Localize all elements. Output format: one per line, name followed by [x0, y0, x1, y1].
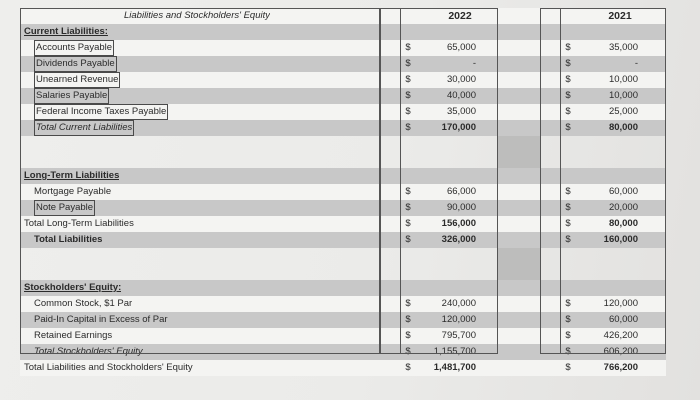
dollar-sign: $: [405, 218, 411, 229]
dollar-sign: $: [565, 346, 571, 357]
value-2022: 66,000: [446, 186, 476, 197]
value-2022: 40,000: [446, 90, 476, 101]
dollar-sign: $: [405, 346, 411, 357]
row-label: Federal Income Taxes Payable: [34, 104, 168, 120]
value-2021: 35,000: [608, 42, 638, 53]
dollar-sign: $: [405, 362, 411, 373]
dollar-sign: $: [565, 42, 571, 53]
dollar-sign: $: [405, 90, 411, 101]
row-label: Retained Earnings: [34, 330, 113, 341]
current-liabilities-heading: Current Liabilities:: [24, 26, 108, 37]
section-heading-row: [20, 24, 666, 40]
dollar-sign: $: [565, 202, 571, 213]
dollar-sign: $: [405, 314, 411, 325]
table-row: [20, 312, 666, 328]
dollar-sign: $: [565, 298, 571, 309]
dollar-sign: $: [565, 106, 571, 117]
value-2021: 20,000: [608, 202, 638, 213]
value-2021: 10,000: [608, 74, 638, 85]
row-label: Common Stock, $1 Par: [34, 298, 133, 309]
dollar-sign: $: [405, 298, 411, 309]
value-2022: 65,000: [446, 42, 476, 53]
value-2022: -: [472, 58, 476, 69]
value-2022: 795,700: [441, 330, 476, 341]
table-row: [20, 328, 666, 344]
value-2021: 426,200: [603, 330, 638, 341]
value-2022: 90,000: [446, 202, 476, 213]
spacer-row: [20, 248, 666, 264]
dollar-sign: $: [565, 186, 571, 197]
row-label: Paid-In Capital in Excess of Par: [34, 314, 168, 325]
table-row: [20, 296, 666, 312]
value-2021: 80,000: [608, 122, 638, 133]
dollar-sign: $: [565, 58, 571, 69]
row-label: Total Liabilities: [34, 234, 103, 245]
value-2022: 120,000: [441, 314, 476, 325]
row-label: Mortgage Payable: [34, 186, 112, 197]
row-label: Total Stockholders' Equity: [34, 346, 143, 357]
dollar-sign: $: [565, 330, 571, 341]
table-row: [20, 88, 666, 104]
section-heading-row: [20, 168, 666, 184]
grand-total-row: [20, 360, 666, 376]
table-row: [20, 40, 666, 56]
value-2022: 30,000: [446, 74, 476, 85]
liabilities-equity-table: [20, 8, 666, 376]
dollar-sign: $: [565, 234, 571, 245]
total-row: [20, 120, 666, 136]
dollar-sign: $: [405, 74, 411, 85]
value-2021: -: [634, 58, 638, 69]
row-label: Dividends Payable: [34, 56, 117, 72]
total-row: [20, 344, 666, 360]
long-term-liabilities-heading: Long-Term Liabilities: [24, 170, 120, 181]
table-row: [20, 56, 666, 72]
value-2022: 1,481,700: [433, 362, 476, 373]
table-row: [20, 72, 666, 88]
row-label: Total Long-Term Liabilities: [24, 218, 134, 229]
dollar-sign: $: [405, 186, 411, 197]
row-label: Note Payable: [34, 200, 95, 216]
row-label: Unearned Revenue: [34, 72, 120, 88]
table-row: [20, 184, 666, 200]
dollar-sign: $: [405, 330, 411, 341]
row-label: Total Current Liabilities: [34, 120, 134, 136]
dollar-sign: $: [565, 90, 571, 101]
header-row: [20, 8, 666, 24]
value-2021: 60,000: [608, 314, 638, 325]
value-2021: 25,000: [608, 106, 638, 117]
value-2022: 1,155,700: [433, 346, 476, 357]
row-label: Accounts Payable: [34, 40, 114, 56]
spacer-row: [20, 136, 666, 152]
stockholders-equity-heading: Stockholders' Equity:: [24, 282, 122, 293]
total-row: [20, 216, 666, 232]
dollar-sign: $: [405, 122, 411, 133]
total-row: [20, 232, 666, 248]
dollar-sign: $: [565, 218, 571, 229]
year-2021-header: 2021: [608, 10, 632, 22]
dollar-sign: $: [565, 74, 571, 85]
section-heading-row: [20, 280, 666, 296]
value-2022: 170,000: [441, 122, 476, 133]
year-2022-header: 2022: [448, 10, 472, 22]
value-2021: 120,000: [603, 298, 638, 309]
row-label: Total Liabilities and Stockholders' Equity: [24, 362, 193, 373]
dollar-sign: $: [405, 58, 411, 69]
dollar-sign: $: [565, 122, 571, 133]
value-2021: 60,000: [608, 186, 638, 197]
table-row: [20, 200, 666, 216]
dollar-sign: $: [565, 314, 571, 325]
spacer-row: [20, 152, 666, 168]
table-row: [20, 104, 666, 120]
dollar-sign: $: [405, 234, 411, 245]
value-2022: 240,000: [441, 298, 476, 309]
row-label: Salaries Payable: [34, 88, 109, 104]
table-title: Liabilities and Stockholders' Equity: [124, 10, 270, 21]
value-2022: 156,000: [441, 218, 476, 229]
dollar-sign: $: [405, 202, 411, 213]
dollar-sign: $: [405, 42, 411, 53]
value-2021: 606,200: [603, 346, 638, 357]
value-2022: 326,000: [441, 234, 476, 245]
value-2021: 80,000: [608, 218, 638, 229]
value-2021: 10,000: [608, 90, 638, 101]
value-2021: 766,200: [603, 362, 638, 373]
value-2021: 160,000: [603, 234, 638, 245]
dollar-sign: $: [565, 362, 571, 373]
dollar-sign: $: [405, 106, 411, 117]
value-2022: 35,000: [446, 106, 476, 117]
spacer-row: [20, 264, 666, 280]
